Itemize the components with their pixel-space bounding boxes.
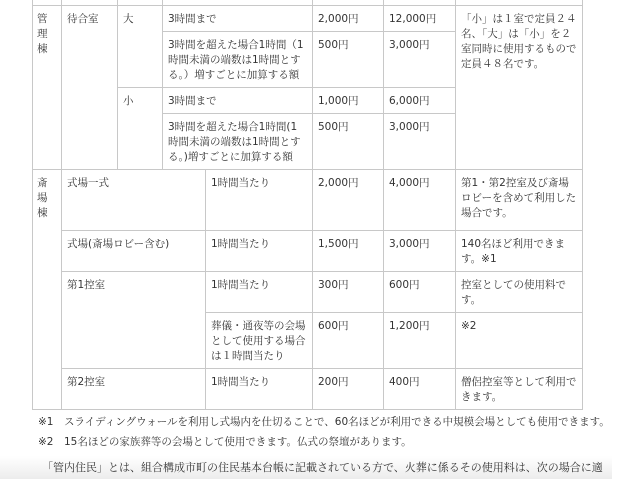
- room-cell: 待合室: [62, 6, 118, 170]
- resident-fee: 1,000円: [313, 88, 384, 114]
- resident-fee: 200円: [313, 369, 384, 410]
- room-cell: 第2控室: [62, 369, 206, 410]
- desc-cell: 1時間当たり: [206, 272, 313, 313]
- facility-fee-table: [32, 0, 583, 410]
- size-cell: 小: [118, 88, 163, 170]
- note-cell: 第1・第2控室及び斎場ロビーを含めて利用した場合です。: [456, 170, 583, 231]
- desc-cell: 葬儀・通夜等の会場として使用する場合は１時間当たり: [206, 313, 313, 369]
- nonresident-fee: 1,200円: [384, 313, 456, 369]
- note-cell: 140名ほど利用できます。※1: [456, 231, 583, 272]
- desc-cell: 3時間まで: [163, 6, 313, 32]
- nonresident-fee: 600円: [384, 272, 456, 313]
- desc-cell: 1時間当たり: [206, 170, 313, 231]
- note-cell: 「小」は１室で定員２４名、「大」は「小」を２室同時に使用するもので定員４８名です。: [456, 6, 583, 170]
- nonresident-fee: 400円: [384, 369, 456, 410]
- footnote-2: ※2 15名ほどの家族葬等の会場として使用できます。仏式の祭壇があります。: [38, 436, 412, 448]
- room-cell: 式場一式: [62, 170, 206, 231]
- building-cell: 斎場棟: [33, 170, 62, 410]
- resident-fee: 2,000円: [313, 6, 384, 32]
- table-row: [33, 369, 583, 410]
- nonresident-fee: 6,000円: [384, 88, 456, 114]
- resident-definition-paragraph: 「管内住民」とは、組合構成市町の住民基本台帳に記載されている方で、火葬に係るその使用料は、次の場合に適: [0, 456, 612, 479]
- desc-cell: 1時間当たり: [206, 231, 313, 272]
- note-cell: ※2: [456, 313, 583, 369]
- room-cell: 第1控室: [62, 272, 206, 369]
- resident-fee: 600円: [313, 313, 384, 369]
- table-row: [33, 272, 583, 313]
- table-row: [33, 231, 583, 272]
- resident-fee: 300円: [313, 272, 384, 313]
- nonresident-fee: 3,000円: [384, 32, 456, 88]
- nonresident-fee: 12,000円: [384, 6, 456, 32]
- footnote-1: ※1 スライディングウォールを利用し式場内を仕切ることで、60名ほどが利用できる中規模会場としても使用できます。: [38, 416, 610, 428]
- resident-fee: 500円: [313, 32, 384, 88]
- resident-fee: 500円: [313, 114, 384, 170]
- note-cell: 控室としての使用料です。: [456, 272, 583, 313]
- desc-cell: 3時間まで: [163, 88, 313, 114]
- size-cell: 大: [118, 6, 163, 88]
- nonresident-fee: 3,000円: [384, 231, 456, 272]
- table-row: [33, 170, 583, 231]
- resident-fee: 1,500円: [313, 231, 384, 272]
- table-row: [33, 6, 583, 32]
- desc-cell: 3時間を超えた場合1時間(1時間未満の端数は1時間とする。)増すごとに加算する額: [163, 114, 313, 170]
- nonresident-fee: 3,000円: [384, 114, 456, 170]
- room-cell: 式場(斎場ロビー含む): [62, 231, 206, 272]
- desc-cell: 1時間当たり: [206, 369, 313, 410]
- desc-cell: 3時間を超えた場合1時間（1時間未満の端数は1時間とする。）増すごとに加算する額: [163, 32, 313, 88]
- building-cell: 管理棟: [33, 6, 62, 170]
- nonresident-fee: 4,000円: [384, 170, 456, 231]
- note-cell: 僧侶控室等として利用できます。: [456, 369, 583, 410]
- resident-fee: 2,000円: [313, 170, 384, 231]
